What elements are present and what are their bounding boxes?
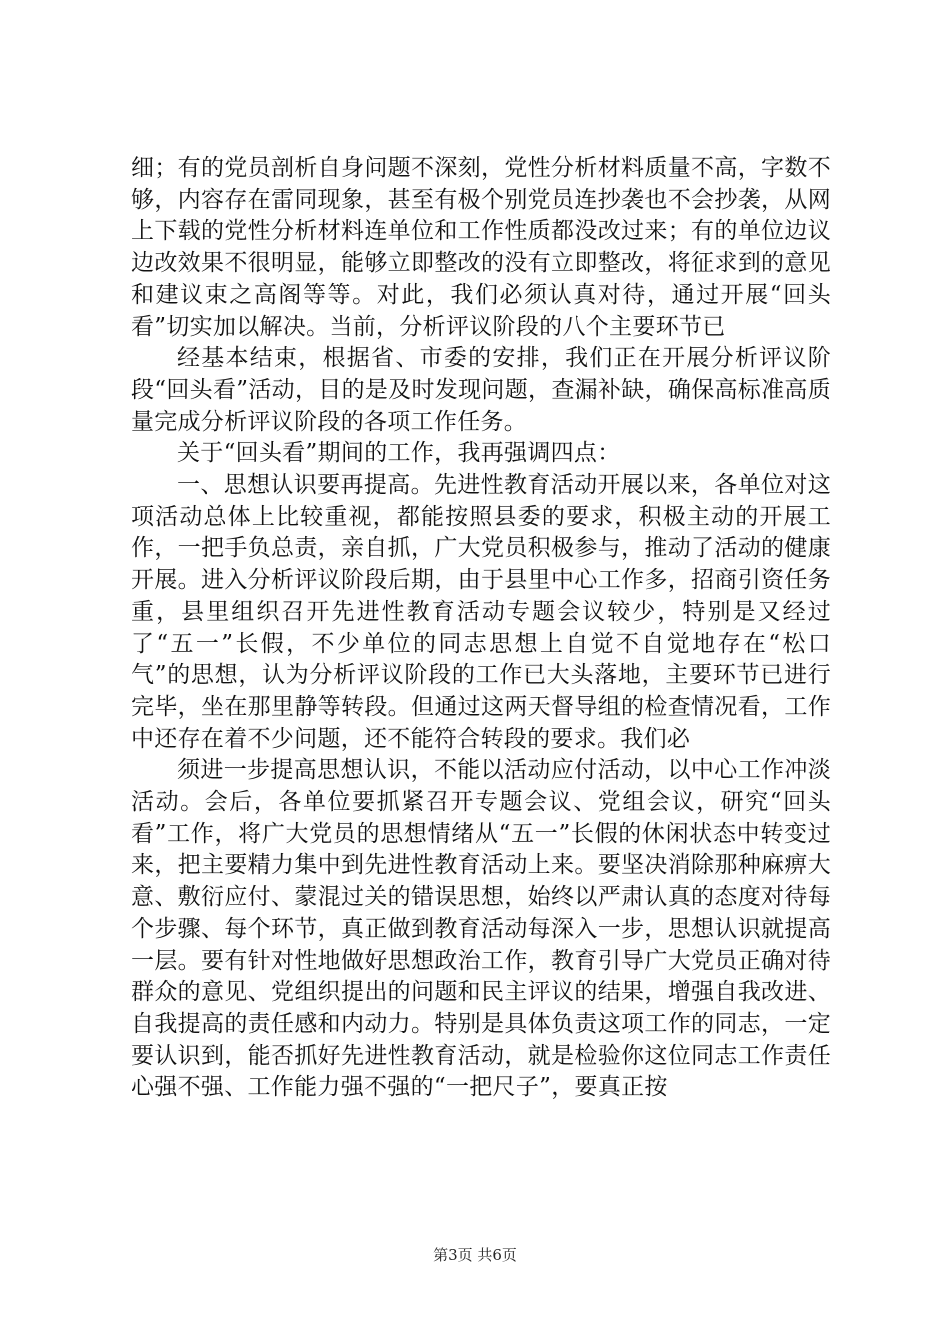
page-number-footer: 第3页 共6页: [433, 1246, 517, 1264]
paragraph: 关于“回头看”期间的工作，我再强调四点：: [177, 440, 621, 467]
paragraph-continuation: 细；有的党员剖析自身问题不深刻，党性分析材料质量不高，字数不够，内容存在雷同现象，甚至有极个别党员连抄袭也不会抄袭，从网上下载的党性分析材料连单位和工作性质都没改过来；有的单位边议边改效果不很明显，能够立即整改的没有立即整改，将征求到的意见和建议束之高阁等等。对此，我们必须认真对待，通过开展“回头看”切实加以解决。当前，分析评议阶段的八个主要环节已: [131, 155, 831, 340]
paragraph: 经基本结束，根据省、市委的安排，我们正在开展分析评议阶段“回头看”活动，目的是及时发现问题，查漏补缺，确保高标准高质量完成分析评议阶段的各项工作任务。: [131, 345, 831, 435]
paragraph-section-one: 一、思想认识要再提高。先进性教育活动开展以来，各单位对这项活动总体上比较重视，都能按照县委的要求，积极主动的开展工作，一把手负总责，亲自抓，广大党员积极参与，推动了活动的健康开展。进入分析评议阶段后期，由于县里中心工作多，招商引资任务重，县里组织召开先进性教育活动专题会议较少，特别是又经过了“五一”长假，不少单位的同志思想上自觉不自觉地存在“松口气”的思想，认为分析评议阶段的工作已大头落地，主要环节已进行完毕，坐在那里静等转段。但通过这两天督导组的检查情况看，工作中还存在着不少问题，还不能符合转段的要求。我们必: [131, 472, 831, 752]
document-body: [131, 153, 831, 1104]
paragraph: 须进一步提高思想认识，不能以活动应付活动，以中心工作冲淡活动。会后，各单位要抓紧召开专题会议、党组会议，研究“回头看”工作，将广大党员的思想情绪从“五一”长假的休闲状态中转变过来，把主要精力集中到先进性教育活动上来。要坚决消除那种麻痹大意、敷衍应付、蒙混过关的错误思想，始终以严肃认真的态度对待每个步骤、每个环节，真正做到教育活动每深入一步，思想认识就提高一层。要有针对性地做好思想政治工作，教育引导广大党员正确对待群众的意见、党组织提出的问题和民主评议的结果，增强自我改进、自我提高的责任感和内动力。特别是具体负责这项工作的同志，一定要认识到，能否抓好先进性教育活动，就是检验你这位同志工作责任心强不强、工作能力强不强的“一把尺子”，要真正按: [131, 757, 831, 1101]
